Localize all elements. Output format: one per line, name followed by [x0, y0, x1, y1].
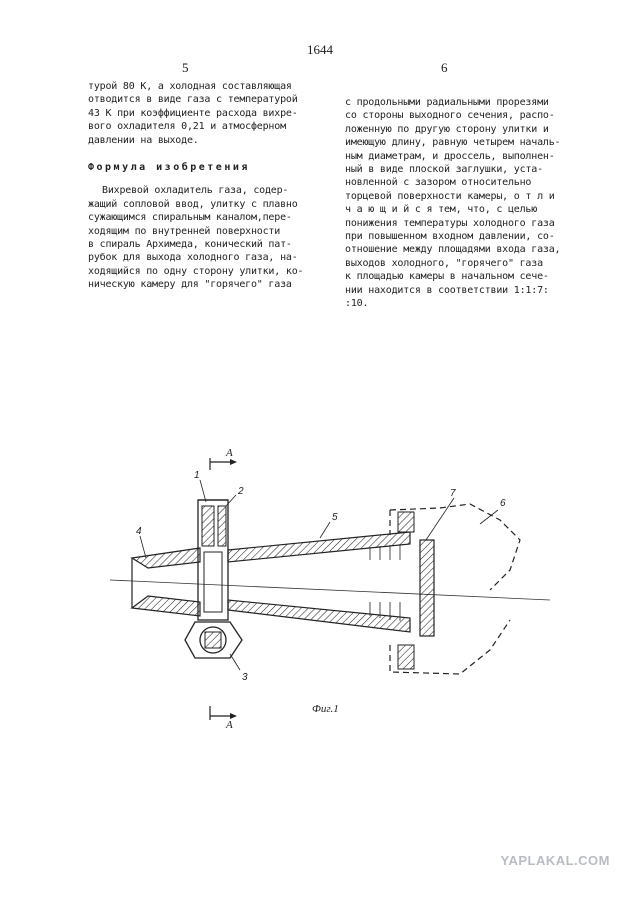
text-line: ложенную по другую сторону улитки и — [345, 123, 549, 135]
text-line: выходов холодного, "горячего" газа — [345, 257, 543, 269]
snail-block — [198, 500, 228, 620]
text-line: при повышенном входном давлении, со- — [345, 231, 555, 243]
text-line: турой 80 К, а холодная составляющая — [88, 81, 292, 92]
text-line: :10. — [345, 298, 369, 310]
section-mark-top — [210, 447, 237, 470]
housing-wall — [398, 512, 414, 532]
cold-outlet-nozzle — [132, 548, 200, 616]
throttle-plug — [420, 540, 434, 636]
page-number: 1644 — [307, 42, 333, 57]
claims-heading: Формула изобретения — [88, 162, 250, 174]
text-line: торцевой поверхности камеры, о т л и — [345, 190, 555, 202]
text-line: ходящим по внутренней поверхности — [88, 225, 281, 237]
part-number: 4 — [136, 526, 142, 537]
text-line: рубок для выхода холодного газа, на- — [88, 252, 298, 264]
part-number: 5 — [332, 512, 338, 523]
text-line: к площадью камеры в начальном сече- — [345, 271, 549, 283]
text-line: сужающимся спиральным каналом,пере- — [88, 212, 292, 224]
text-line: 43 К при коэффициенте расхода вихре- — [88, 107, 298, 119]
right-column — [345, 96, 585, 325]
claim-paragraph — [88, 184, 328, 291]
part-number: 1 — [194, 470, 200, 481]
text-line: Вихревой охладитель газа, содер- — [102, 185, 289, 197]
text-line: нии находится в соответствии 1:1:7: — [345, 284, 549, 296]
text-line: ный в виде плоской заглушки, уста- — [345, 164, 543, 176]
text-line: новленной с зазором относительно — [345, 177, 532, 189]
watermark: YAPLAKAL.COM — [500, 853, 610, 868]
part-number: 7 — [450, 488, 456, 499]
hot-gas-chamber — [228, 532, 410, 632]
part-number: 6 — [500, 498, 506, 509]
text-line: отводится в виде газа с температурой — [88, 94, 298, 106]
text-line: отношение между площадями входа газа, — [345, 244, 561, 256]
part-number: 2 — [238, 486, 244, 497]
text-line: имеющую длину, равную четырем началь- — [345, 137, 561, 149]
claim-paragraph-continued — [345, 96, 585, 311]
technical-drawing — [80, 440, 580, 740]
text-line: ч а ю щ и й с я тем, что, с целью — [345, 204, 538, 216]
paragraph-continuation — [88, 80, 328, 147]
axis-line — [110, 580, 550, 600]
text-line: давлении на выходе. — [88, 134, 199, 146]
right-column-number: 6 — [441, 60, 448, 75]
inlet-fitting — [185, 622, 242, 658]
text-line: ническую камеру для "горячего" газа — [88, 279, 292, 291]
housing-wall — [398, 645, 414, 669]
section-label-top: A — [226, 447, 233, 459]
left-column-number: 5 — [182, 60, 189, 75]
text-line: ходящийся по одну сторону улитки, ко- — [88, 265, 304, 277]
section-label-bottom: A — [226, 719, 233, 731]
text-line: с продольными радиальными прорезями — [345, 97, 549, 108]
text-line: вого охладителя 0,21 и атмосферном — [88, 121, 286, 133]
text-line: ным диаметрам, и дроссель, выполнен- — [345, 150, 555, 162]
text-line: понижения температуры холодного газа — [345, 217, 555, 229]
part-number: 3 — [242, 672, 248, 683]
text-line: жащий сопловой ввод, улитку с плавно — [88, 198, 298, 210]
text-line: со стороны выходного сечения, распо- — [345, 110, 555, 122]
figure-caption: Фиг.1 — [312, 703, 339, 715]
text-line: в спираль Архимеда, конический пат- — [88, 239, 292, 251]
left-column — [88, 80, 328, 306]
section-mark-bottom — [210, 706, 237, 731]
